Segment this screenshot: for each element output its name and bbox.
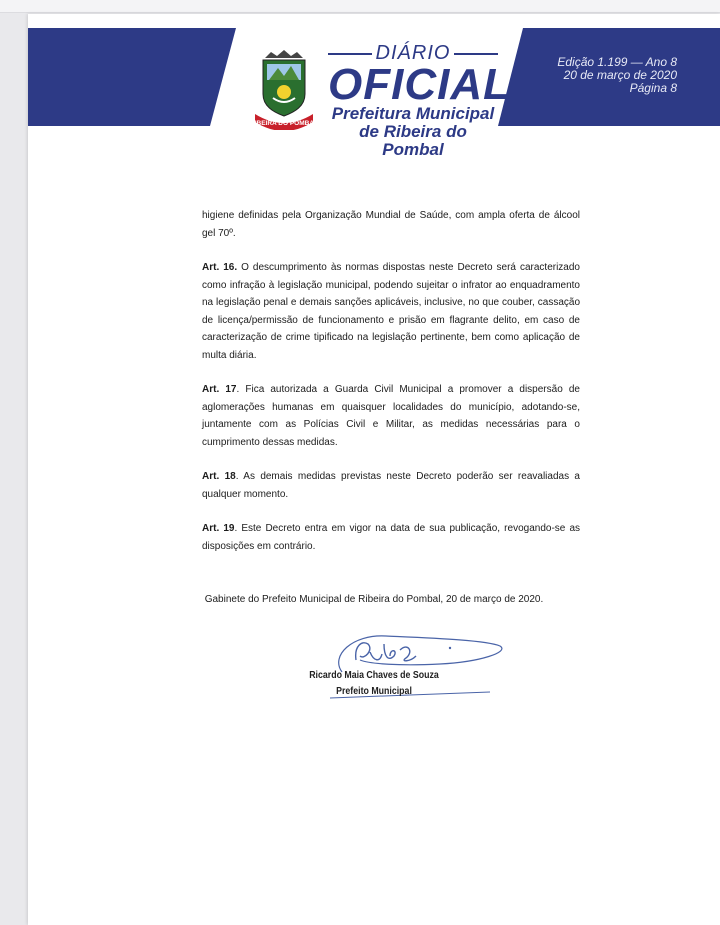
article-label: Art. 16. (202, 262, 238, 273)
diario-label: DIÁRIO (375, 42, 451, 64)
svg-text:RIBEIRA DO POMBAL: RIBEIRA DO POMBAL (251, 120, 317, 127)
divider (454, 53, 498, 55)
signatory-name: Ricardo Maia Chaves de Souza (309, 670, 439, 681)
oficial-title: OFICIAL (328, 60, 511, 109)
article-text: . Este Decreto entra em vigor na data de sua publicação, revogando-se as disposições em contrário. (202, 523, 581, 552)
decree-body (202, 207, 580, 572)
article-label: Art. 17 (202, 384, 237, 395)
municipal-crest-icon (251, 50, 317, 130)
prefeitura-line-1: Prefeitura Municipal (331, 104, 495, 123)
intro-paragraph: higiene definidas pela Organização Mundial de Saúde, com ampla oferta de álcool gel 70º. (202, 210, 580, 239)
article-paragraph (202, 381, 580, 451)
divider (328, 53, 372, 55)
masthead (328, 42, 511, 159)
edition-date: 20 de março de 2020 (563, 68, 677, 82)
header-banner (28, 28, 720, 159)
signatory-role: Prefeito Municipal (336, 686, 412, 697)
article-paragraph (202, 520, 580, 555)
article-text: O descumprimento às normas dispostas neste Decreto será caracterizado como infração à legislação municipal, podendo sujeitar o infrator ao enquadramento na legislação penal e demais sanções aplicáveis, inclusive, no que couber, cassação de licença/permissão de funcionamento e prisão em flagrante delito, em caso de caracterização de crime tipificado na legislação pertinente, bem como aplicação de multa diária. (202, 262, 580, 361)
article-text: . Fica autorizada a Guarda Civil Municipal a promover a dispersão de aglomerações humanas em quaisquer localidades do município, adotando-se, juntamente com as Polícias Civil e Militar, as medidas necessárias para o cumprimento dessas medidas. (202, 384, 580, 448)
edition-info (557, 56, 677, 95)
closing-line: Gabinete do Prefeito Municipal de Ribeira do Pombal, 20 de março de 2020. (204, 594, 544, 605)
article-label: Art. 18 (202, 471, 236, 482)
article-paragraph (202, 259, 580, 364)
edition-number: Edição 1.199 — Ano 8 (557, 55, 677, 69)
article-paragraph (202, 468, 580, 503)
viewer-top-bar (0, 0, 720, 13)
document-page (28, 14, 720, 925)
article-label: Art. 19 (202, 523, 235, 534)
page-number: Página 8 (629, 81, 677, 95)
article-text: . As demais medidas previstas neste Decreto poderão ser reavaliadas a qualquer momento. (202, 471, 580, 500)
prefeitura-line-2: de Ribeira do Pombal (359, 122, 467, 159)
